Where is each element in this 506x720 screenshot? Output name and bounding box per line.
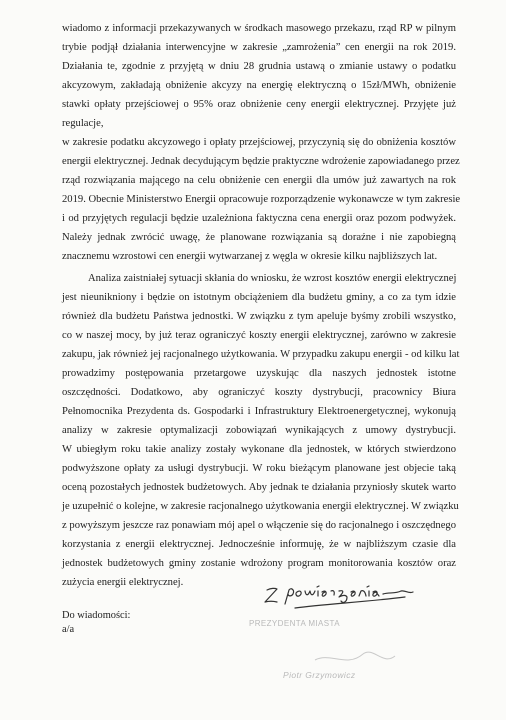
signature-block (249, 582, 455, 692)
stamp-name: Piotr Grzymowicz (283, 670, 356, 680)
text-line: Analiza zaistniałej sytuacji skłania do wniosku, że wzrost kosztów energii elektrycznej (88, 273, 457, 284)
text-line: prowadzimy postępowania przetargowe uzyskując dla naszych jednostek istotne (62, 368, 456, 379)
text-line: również dla budżetu Państwa jednostki. W związku z tym apeluje byśmy zrobili wszystko, (62, 311, 456, 322)
text-line: oceną pozostałych jednostek budżetowych. Aby jednak te działania przyniosły skutek warto (62, 482, 456, 493)
text-line: oszczędności. Dodatkowo, aby ograniczyć koszty dystrybucji, pracownicy Biura (62, 387, 456, 398)
text-line: regulacje, (62, 118, 104, 129)
cc-value: a/a (62, 624, 75, 635)
text-line: jest nieunikniony i będzie on istotnym obciążeniem dla budżetu gminy, a co za tym idzie (62, 292, 456, 303)
text-line: analizy w zakresie optymalizacji zobowiązań wynikających z umowy dystrybucji. (62, 425, 456, 436)
text-line: z powyższym jeszcze raz ponawiam mój apel o włączenie się do racjonalnego i oszczędnego (62, 520, 456, 531)
text-line: zakupu, jak również jej racjonalnego użytkowania. W przypadku zakupu energii - od kilku lat (62, 349, 460, 360)
text-line: je uzupełnić o kolejne, w zakresie racjonalnego użytkowania energii elektrycznej. W związku (62, 501, 459, 512)
text-line: jednostek budżetowych gminy zostanie wdrożony program monitorowania kosztów oraz (62, 558, 456, 569)
text-line: W ubiegłym roku takie analizy zostały wykonane dla jednostek, w których stwierdzono (62, 444, 456, 455)
text-line: i od przyjętych regulacji będzie uzależniona faktyczna cena energii oraz pozom podwyżek. (62, 213, 456, 224)
text-line: trybie podjął działania interwencyjne w zakresie „zamrożenia” cen energii na rok 2019. (62, 42, 456, 53)
text-line: znacznemu wzrostowi cen energii wytwarzanej z węgla w okresie kilku najbliższych lat. (62, 251, 438, 262)
stamp-text: PREZYDENTA MIASTA (249, 619, 340, 628)
text-line: w zakresie podatku akcyzowego i opłaty przejściowej, przyczynią się do obniżenia kosztów (62, 137, 456, 148)
text-line: rząd rozwiązania mającego na celu obniżenie cen energii dla umów już zawartych na rok (62, 175, 456, 186)
text-line: Działania te, zgodnie z przyjętą w dniu 28 grudnia ustawą o zmianie ustawy o podatku (62, 61, 456, 72)
text-line: podwyższone opłaty za usługi dystrybucji. W roku bieżącym planowane jest objecie taką (62, 463, 456, 474)
text-line: wiadomo z informacji przekazywanych w środkach masowego przekazu, rząd RP w pilnym (62, 23, 456, 34)
text-line: energii elektrycznej. Jednak decydującym będzie praktyczne wdrożenie zapowiadanego przez (62, 156, 460, 167)
text-line: Należy jednak zwrócić uwagę, że planowane rozwiązania są doraźne i nie zapobiegną (62, 232, 456, 243)
cc-label: Do wiadomości: (62, 610, 131, 621)
text-line: 2019. Obecnie Ministerstwo Energii opracowuje rozporządzenie wykonawcze w tym zakresie (62, 194, 461, 205)
text-line: akcyzowym, zakładają obniżenie akcyzy na energię elektryczną o 15zł/MWh, obniżenie (62, 80, 456, 91)
text-line: stawki opłaty przejściowej o 95% oraz obniżenie ceny energii elektrycznej. Przyjęte już (62, 99, 456, 110)
text-line: co w naszej mocy, by już teraz ograniczyć koszty energii elektrycznej, zarówno w zakresie (62, 330, 456, 341)
text-line: Pełnomocnika Prezydenta ds. Gospodarki i Infrastruktury Elektroenergetycznej, wykonują (62, 406, 456, 417)
text-line: zużycia energii elektrycznej. (62, 577, 184, 588)
text-line: korzystania z energii elektrycznej. Jednocześnie informuję, że w najbliższym czasie dla (62, 539, 456, 550)
